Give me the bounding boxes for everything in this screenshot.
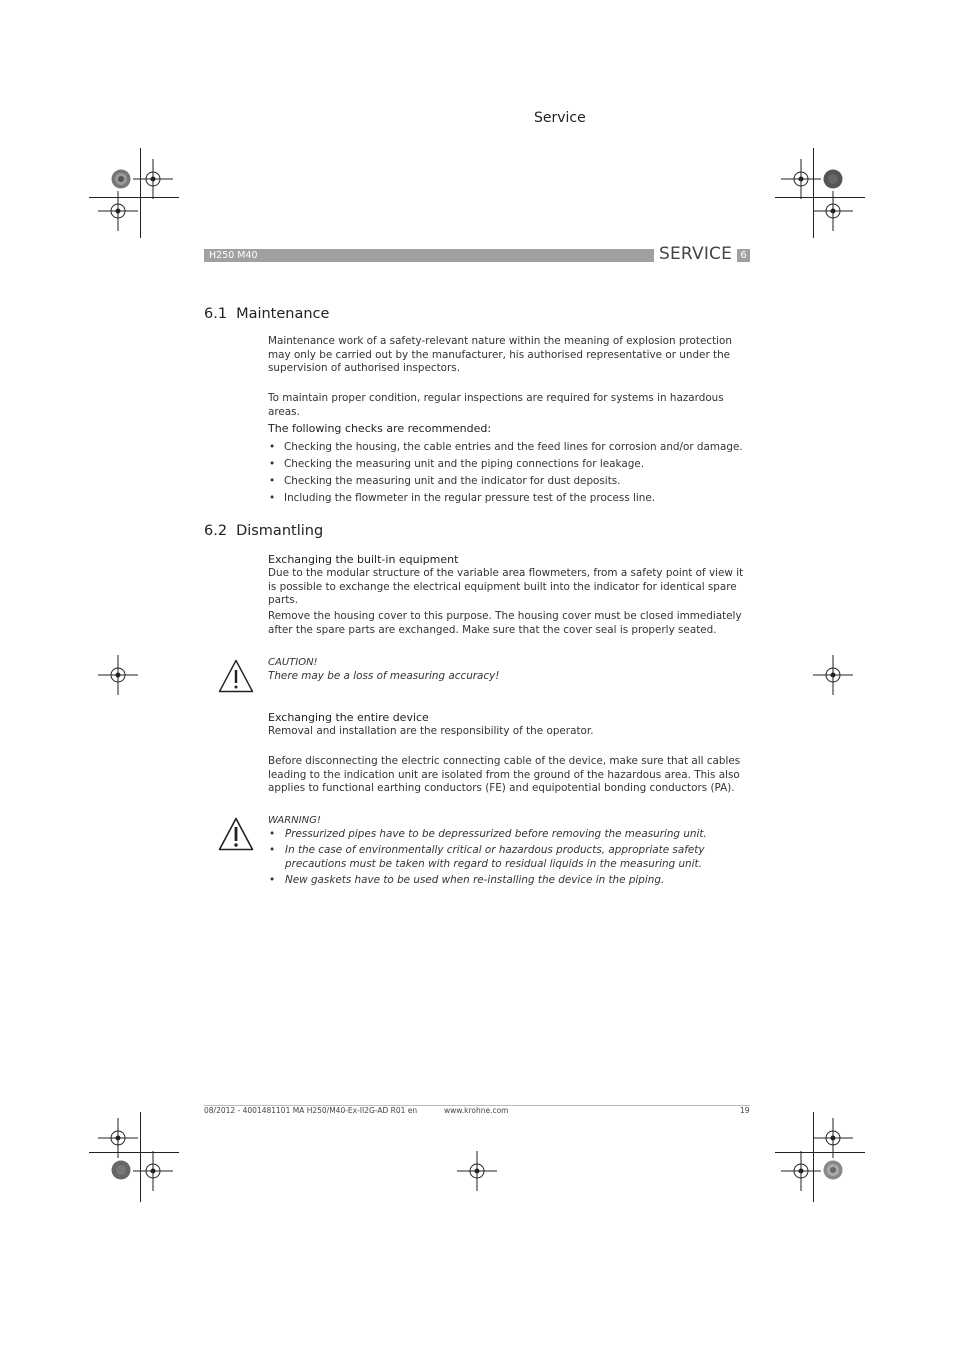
maintenance-paragraph-2: To maintain proper condition, regular inspections are required for systems in hazardous areas. [268,392,724,418]
checks-heading: The following checks are recommended: [268,422,492,435]
dismantling-paragraph-2: Remove the housing cover to this purpose. The housing cover must be closed immediately after the spare parts are exchanged. Make sure that the cover seal is properly seated. [268,610,742,636]
list-item: • Including the flowmeter in the regular pressure test of the process line. [268,492,752,506]
caution-triangle-icon [218,659,254,693]
list-item: • Pressurized pipes have to be depressurized before removing the measuring unit. [268,828,752,842]
section-heading-maintenance [204,306,329,322]
running-title: Service [534,110,586,126]
registration-mark-icon [98,1118,138,1158]
maintenance-paragraph-1: Maintenance work of a safety-relevant nature within the meaning of explosion protection may only be carried out by the manufacturer, his authorised representative or under the supervision of authorised inspectors. [268,335,732,374]
registration-mark-icon [98,655,138,695]
list-item: • Checking the housing, the cable entries and the feed lines for corrosion and/or damage. [268,441,752,455]
registration-mark-icon [98,191,138,231]
section-title: Maintenance [236,306,330,322]
calibration-disc-icon [111,1160,131,1180]
chapter-title: SERVICE [659,244,733,264]
warning-triangle-icon [218,817,254,851]
calibration-disc-icon [823,169,843,189]
registration-mark-icon [781,1151,821,1191]
footer-doc-reference: 08/2012 - 4001481101 MA H250/M40-Ex-II2G-AD R01 en [204,1106,418,1115]
caution-note [268,656,752,683]
warning-list [268,828,752,888]
caution-label: CAUTION! [268,657,318,668]
footer-page-number: 19 [740,1106,750,1115]
list-item: • Checking the measuring unit and the piping connections for leakage. [268,458,752,472]
subheading-built-in-equipment: Exchanging the built-in equipment [268,553,459,566]
checks-list [268,441,752,509]
caution-text: There may be a loss of measuring accuracy! [268,669,500,682]
section-number: 6.2 [204,523,228,539]
registration-mark-icon [133,1151,173,1191]
dismantling-paragraph-3: Removal and installation are the responsibility of the operator. [268,725,594,737]
registration-mark-icon [133,159,173,199]
dismantling-paragraph-1: Due to the modular structure of the variable area flowmeters, from a safety point of view it is possible to exchange the electrical equipment built into the indicator for identical spare parts. [268,567,744,606]
registration-mark-icon [813,191,853,231]
registration-mark-icon [813,655,853,695]
registration-mark-icon [457,1151,497,1191]
section-number: 6.1 [204,306,228,322]
section-title: Dismantling [236,523,324,539]
calibration-starburst-icon [111,169,131,189]
warning-label: WARNING! [268,815,321,826]
chapter-number: 6 [737,249,750,262]
section-heading-dismantling [204,523,323,539]
footer-website: www.krohne.com [444,1106,509,1115]
list-item: • In the case of environmentally critical or hazardous products, appropriate safety precautions must be taken with regard to residual liquids in the measuring unit. [268,844,752,871]
header-bar [204,249,654,262]
list-item: • Checking the measuring unit and the indicator for dust deposits. [268,475,752,489]
subheading-entire-device: Exchanging the entire device [268,711,429,724]
list-item: • New gaskets have to be used when re-installing the device in the piping. [268,874,752,888]
product-name: H250 M40 [209,250,258,261]
calibration-starburst-icon [823,1160,843,1180]
warning-note [268,814,752,891]
dismantling-paragraph-4: Before disconnecting the electric connecting cable of the device, make sure that all cables leading to the indication unit are isolated from the ground of the hazardous area. This also applies to functional earthing conductors (FE) and equipotential bonding conductors (PA). [268,755,741,794]
